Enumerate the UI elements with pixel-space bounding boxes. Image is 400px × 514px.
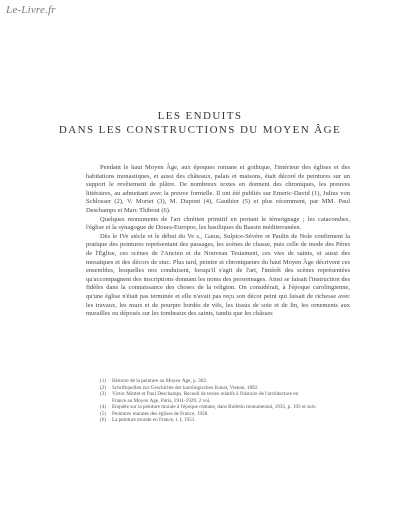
- paragraph-2: Quelques monuments de l'art chrétien primitif en portant le témoignage ; les catacombes, l'église et la synagogue de Doura-Europos, les basiliques du Bassin méditerranéen.: [86, 215, 350, 232]
- footnote: (6) La peinture murale en France, t. I, 1951.: [100, 417, 196, 423]
- footnote: (4) Enquête sur la peinture murale à l'époque romane, dans Bulletin monumental, 1935, p. 193 et suiv.: [100, 404, 317, 410]
- footnote: (2) Schriftquellen zur Geschichte der karolingischen Kunst, Vienne, 1892.: [100, 384, 259, 391]
- paragraph-1: Pendant le haut Moyen Âge, aux époques romane et gothique, l'intérieur des églises et des habitations monastiques, et aussi des châteaux, palais et maisons, était décoré de peintures sur un support le revêtement de plâtre. De nombreux textes en donnent des chroniques, les preuves littéraires, au admettant avec la preuve formelle. Il ont été publiés sur Emeric-David (1), Julius von Schlosser (2), V. Mortet (3), M. Dupont (4), Gauthier (5) et plus récemment, par MM. Paul Deschamps et Marc Thibout (6).: [86, 164, 350, 214]
- footnote: (5) Peintures murales des églises de France, 1938.: [100, 410, 209, 417]
- paragraph-3: Dès le IVe siècle et le début du Ve s., Gaius, Sulpice-Sévère et Paulin de Nole confirment la pratique des peintures représentant des passages, les scènes de chasse, puis celle de mode des Pères de l'Église, ces scènes de l'Ancien et du Nouveau Testament, ces vies de saints, et aussi des mosaïques et des décors de stuc. Plus tard, peintre et chroniqueurs du haut Moyen Âge décrivent ces ensembles, lesquelles nos conduisent, lorsqu'il s'agit de l'art, l'intérêt des scènes représentées qu'accompagnent des inscriptions donnant les noms des personnages. Ainsi se faisait l'instruction des fidèles dans la connaissance des choses de la religion. On considérait, à l'époque carolingienne, qu'une église n'était pas terminée et elle n'avait pas reçu son décor peint qui faisait de richesse avec les travaux, les murs et de pourpre bordés de vifs, les tissus de soie et de lin, les ornements aux murailles ou déposés sur les tombeaux des saints, tandis que les châsses: [86, 232, 350, 318]
- article-body: [86, 164, 350, 319]
- site-watermark: Le-Livre.fr: [6, 4, 56, 16]
- footnotes: [100, 378, 350, 424]
- article-title-line-1: LES ENDUITS: [157, 110, 243, 122]
- footnote: France au Moyen Âge, Paris, 1911-1929, 2 vol.: [112, 397, 211, 404]
- article-title-line-2: DANS LES CONSTRUCTIONS DU MOYEN ÂGE: [58, 124, 342, 136]
- footnote: (3) Victor Mortet et Paul Deschamps, Recueil de textes relatifs à l'histoire de l'architecture en: [100, 391, 299, 397]
- footnote: (1) Histoire de la peinture au Moyen Âge, p. 302.: [100, 378, 208, 384]
